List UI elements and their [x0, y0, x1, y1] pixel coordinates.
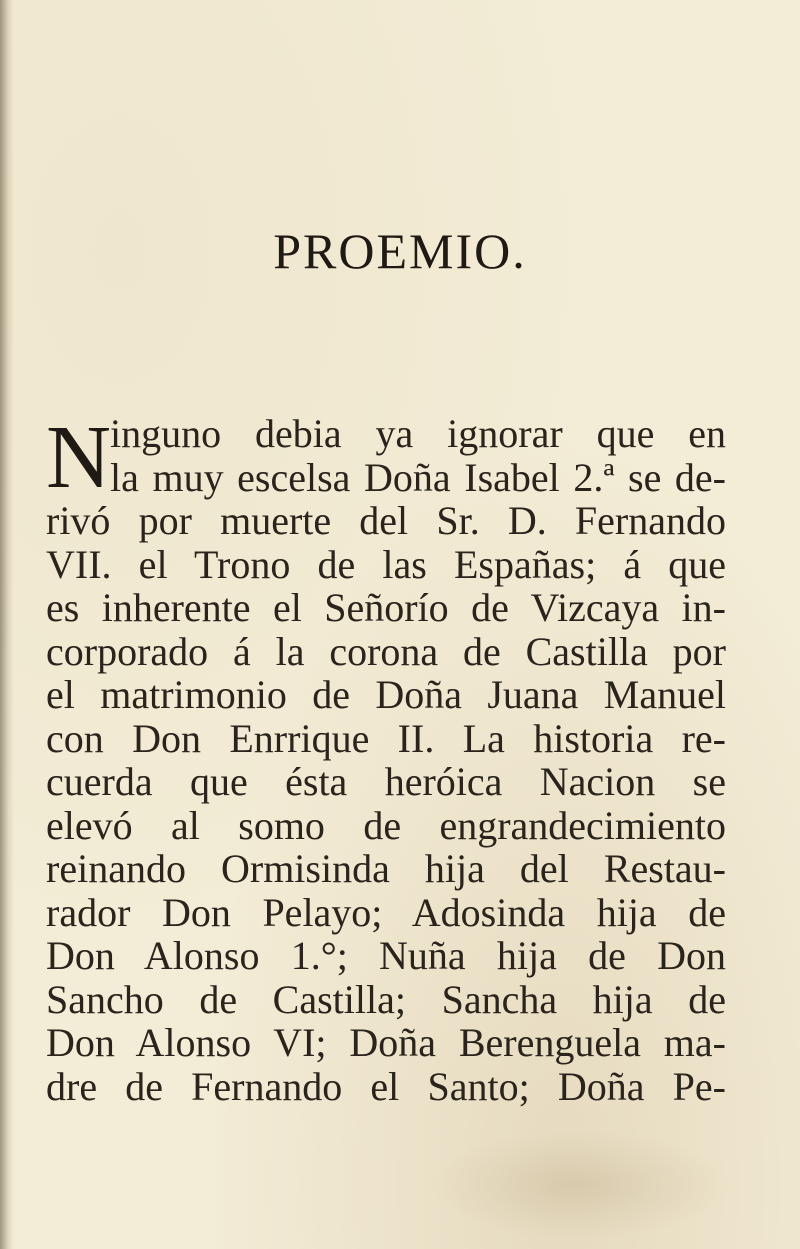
text-line: corporado á la corona de Castilla por [46, 628, 726, 674]
text-line: Don Alonso 1.°; Nuña hija de Don [46, 933, 726, 978]
text-line: la muy escelsa Doña Isabel 2.ª se de- [110, 454, 726, 500]
page-gutter-shadow [0, 0, 14, 1249]
text-line: el matrimonio de Doña Juana Manuel [46, 672, 726, 717]
body-text [46, 408, 726, 1109]
text-line: inguno debia ya ignorar que en [110, 411, 726, 456]
text-line: Don Alonso VI; Doña Berenguela ma- [46, 1020, 726, 1065]
text-line: elevó al somo de engrandecimiento [46, 802, 726, 848]
paper-stain [430, 1130, 730, 1240]
page-title: PROEMIO. [273, 223, 527, 279]
text-line: VII. el Trono de las Españas; á que [46, 541, 726, 587]
text-line: reinando Ormisinda hija del Restau- [46, 846, 726, 891]
text-line: rador Don Pelayo; Adosinda hija de [46, 889, 726, 935]
text-line: rivó por muerte del Sr. D. Fernando [46, 498, 726, 543]
drop-cap: N [46, 408, 111, 507]
text-line: dre de Fernando el Santo; Doña Pe- [46, 1063, 726, 1109]
text-line: con Don Enrrique II. La historia re- [46, 715, 726, 761]
text-line: es inherente el Señorío de Vizcaya in- [46, 585, 726, 630]
text-line: Sancho de Castilla; Sancha hija de [46, 976, 726, 1022]
text-line: cuerda que ésta heróica Nacion se [46, 759, 726, 804]
